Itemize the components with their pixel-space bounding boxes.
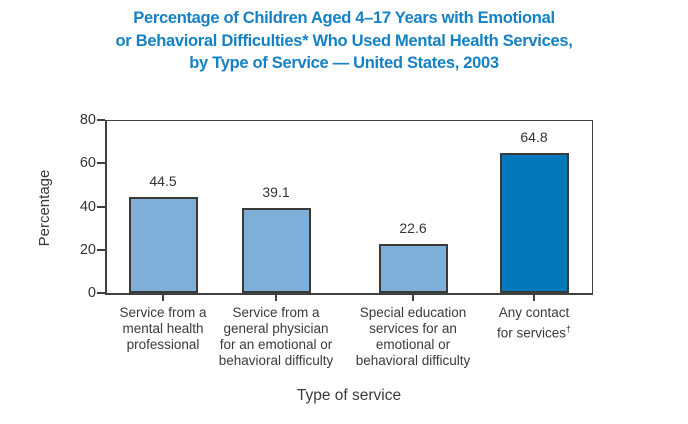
y-tick bbox=[97, 119, 105, 121]
x-tick bbox=[275, 295, 277, 301]
chart-title-line-1: Percentage of Children Aged 4–17 Years with Emotional bbox=[133, 9, 555, 27]
y-tick-label: 40 bbox=[79, 199, 96, 215]
category-label-line: Service from a bbox=[119, 305, 207, 320]
category-label bbox=[343, 305, 483, 369]
x-tick bbox=[533, 295, 535, 301]
chart-title-line-2: or Behavioral Difficulties* Who Used Mental Health Services, bbox=[115, 31, 573, 50]
category-label-line: for an emotional or bbox=[219, 337, 333, 352]
y-tick bbox=[97, 206, 105, 208]
y-tick-label: 20 bbox=[79, 242, 96, 258]
category-label-line: Any contact bbox=[498, 305, 570, 320]
category-label bbox=[206, 305, 346, 369]
category-label bbox=[464, 305, 604, 342]
y-tick bbox=[97, 249, 105, 251]
y-axis-title: Percentage bbox=[36, 169, 53, 247]
x-axis-title: Type of service bbox=[296, 387, 402, 404]
bar bbox=[379, 244, 448, 293]
y-tick-label: 60 bbox=[79, 155, 96, 171]
bar-value-label: 44.5 bbox=[149, 173, 177, 189]
bar bbox=[129, 197, 198, 293]
bar-value-label: 22.6 bbox=[399, 220, 427, 236]
bar bbox=[500, 153, 569, 293]
bar bbox=[242, 208, 311, 293]
category-label-line: for services† bbox=[496, 324, 572, 341]
category-label-line: general physician bbox=[223, 321, 329, 336]
category-label-line: Service from a bbox=[232, 305, 320, 320]
y-tick-label: 0 bbox=[87, 285, 96, 301]
chart-title bbox=[0, 7, 688, 75]
bar-value-label: 39.1 bbox=[262, 184, 290, 200]
y-tick bbox=[97, 162, 105, 164]
y-tick-label: 80 bbox=[79, 112, 96, 128]
x-tick bbox=[412, 295, 414, 301]
dagger-footnote-marker: † bbox=[566, 324, 572, 334]
category-label-line: Special education bbox=[359, 305, 467, 320]
category-label-line: professional bbox=[126, 337, 200, 352]
x-tick bbox=[162, 295, 164, 301]
chart-title-line-3: by Type of Service — United States, 2003 bbox=[189, 54, 499, 72]
bar-value-label: 64.8 bbox=[520, 129, 548, 145]
category-label-line: behavioral difficulty bbox=[355, 353, 471, 368]
category-label-line: emotional or bbox=[375, 337, 451, 352]
category-label-line: mental health bbox=[122, 321, 204, 336]
category-label-line: behavioral difficulty bbox=[218, 353, 334, 368]
category-label-line: services for an bbox=[369, 321, 457, 336]
y-tick bbox=[97, 292, 105, 294]
